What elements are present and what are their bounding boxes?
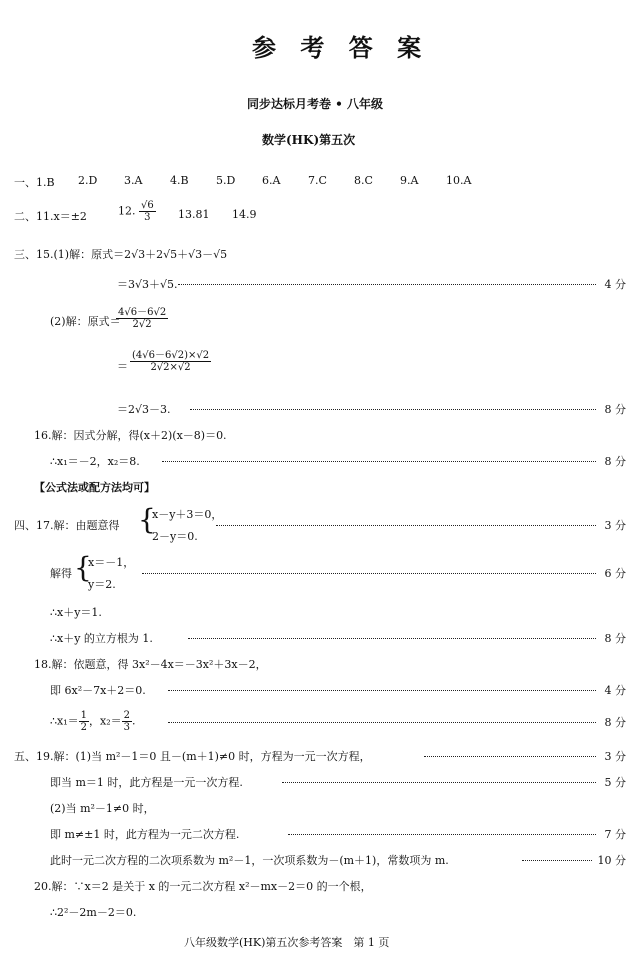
solution-text: 18.解：依题意，得 3x²－4x＝－3x²＋3x－2， [34,658,267,671]
fraction [122,710,132,733]
solution-line [0,656,640,672]
solution-text: (2)解：原式＝ [50,315,121,328]
score-points: 8 分 [604,632,626,645]
solution-line [0,852,640,868]
solution-text: 五、19.解：(1)当 m²－1＝0 且－(m＋1)≠0 时，方程为一元一次方程， [14,750,371,763]
answer-item: 5.D [216,174,236,187]
leader-dots [188,638,596,639]
fraction [79,710,89,733]
q12-prefix: 12. [118,204,136,218]
solution-text: 三、15.(1)解：原式＝2√3＋2√5＋√3－√5 [14,248,228,261]
score-points: 4 分 [604,684,626,697]
score-points: 5 分 [604,776,626,789]
solution-line [0,504,640,544]
denominator: 2 [80,722,87,733]
solution-line [0,307,640,339]
solution-line [0,401,640,417]
equation: x－y＋3＝0， [152,508,223,521]
answer-item: 10.A [446,174,472,187]
answer-item: 6.A [262,174,281,187]
leader-dots [424,756,596,757]
solution-line [0,350,640,382]
exam-name: 同步达标月考卷 • 八年级 [247,97,384,111]
roots-mid: ，x₂＝ [89,714,122,728]
score-points: 4 分 [604,278,626,291]
score-points: 6 分 [604,567,626,580]
section-2-answers [0,200,640,224]
leader-dots [282,782,596,783]
q12-denominator: 3 [144,212,151,223]
solution-text: ∴2²－2m－2＝0. [50,906,137,919]
fraction [130,350,211,373]
solution-text: (2)当 m²－1≠0 时， [50,802,155,815]
brace-icon: { [138,503,156,536]
solution-line [0,453,640,469]
solution-text: ＝2√3－3. [117,403,171,416]
solution-line [0,427,640,443]
answer-item: 一、1.B [14,176,55,189]
solution-text: ＝3√3＋√5. [117,278,178,291]
solution-line [0,552,640,592]
answer-item: 8.C [354,174,373,187]
score-points: 8 分 [604,455,626,468]
answer-item: 7.C [308,174,327,187]
solution-text: 即 6x²－7x＋2＝0. [50,684,146,697]
score-points: 10 分 [597,854,626,867]
solution-line [0,246,640,262]
answer-item [118,200,156,223]
solution-text: 20.解：∵x＝2 是关于 x 的一元二次方程 x²－mx－2＝0 的一个根， [34,880,372,893]
solution-text: ＝ [117,360,128,373]
score-points: 3 分 [604,750,626,763]
solution-text: 此时一元二次方程的二次项系数为 m²－1，一次项系数为－(m＋1)，常数项为 m. [50,854,449,867]
solution-line [0,630,640,646]
denominator: 3 [123,722,130,733]
exam-subject: 数学(HK)第五次 [262,133,356,147]
leader-dots [168,722,596,723]
fraction [116,307,168,330]
solution-line [0,682,640,698]
solution-line [0,479,640,495]
solution-line [0,708,640,738]
equation: x＝－1， [88,556,135,569]
solution-line [0,276,640,292]
solution-text: 即当 m＝1 时，此方程是一元一次方程. [50,776,243,789]
answer-item: 14.9 [232,208,257,221]
brace-icon: { [74,551,92,584]
section-1-answers [0,174,640,190]
leader-dots [178,284,596,285]
answer-item: 3.A [124,174,143,187]
equation: 2－y＝0. [152,530,198,543]
leader-dots [190,409,596,410]
solution-text [50,710,136,733]
solution-line [0,878,640,894]
score-points: 8 分 [604,403,626,416]
solution-text: 四、17.解：由题意得 [14,519,120,532]
score-points: 7 分 [604,828,626,841]
solution-line [0,826,640,842]
solution-text: 16.解：因式分解，得(x＋2)(x－8)＝0. [34,429,227,442]
remark-text: 【公式法或配方法均可】 [34,481,155,494]
solution-line [0,904,640,920]
page-title: 参 考 答 案 [252,33,430,62]
q12-fraction [139,200,156,223]
solution-text: ∴x＋y＝1. [50,606,102,619]
denominator: 2√2×√2 [150,362,191,373]
solution-text: ∴x₁＝－2，x₂＝8. [50,455,140,468]
leader-dots [168,690,596,691]
leader-dots [162,461,596,462]
solution-text: 即 m≠±1 时，此方程为一元二次方程. [50,828,240,841]
numerator: 1 [80,710,87,721]
q12-numerator: √6 [141,200,154,211]
leader-dots [288,834,596,835]
numerator: (4√6－6√2)×√2 [132,350,210,361]
page-footer: 八年级数学(HK)第五次参考答案 第 1 页 [184,936,390,949]
answer-item: 13.81 [178,208,210,221]
numerator: 2 [123,710,130,721]
score-points: 8 分 [604,716,626,729]
solution-text: 解得 [50,567,72,580]
solution-line [0,604,640,620]
leader-dots [522,860,592,861]
leader-dots [216,525,596,526]
roots-end: . [132,714,136,728]
score-points: 3 分 [604,519,626,532]
roots-prefix: ∴x₁＝ [50,714,79,728]
equation: y＝2. [88,578,116,591]
numerator: 4√6－6√2 [118,307,167,318]
answer-item: 二、11.x＝±2 [14,210,87,223]
solution-line [0,800,640,816]
solution-text: ∴x＋y 的立方根为 1. [50,632,153,645]
answer-item: 9.A [400,174,419,187]
solution-line [0,748,640,764]
leader-dots [142,573,596,574]
solution-line [0,774,640,790]
answer-item: 2.D [78,174,98,187]
denominator: 2√2 [132,319,152,330]
answer-item: 4.B [170,174,189,187]
